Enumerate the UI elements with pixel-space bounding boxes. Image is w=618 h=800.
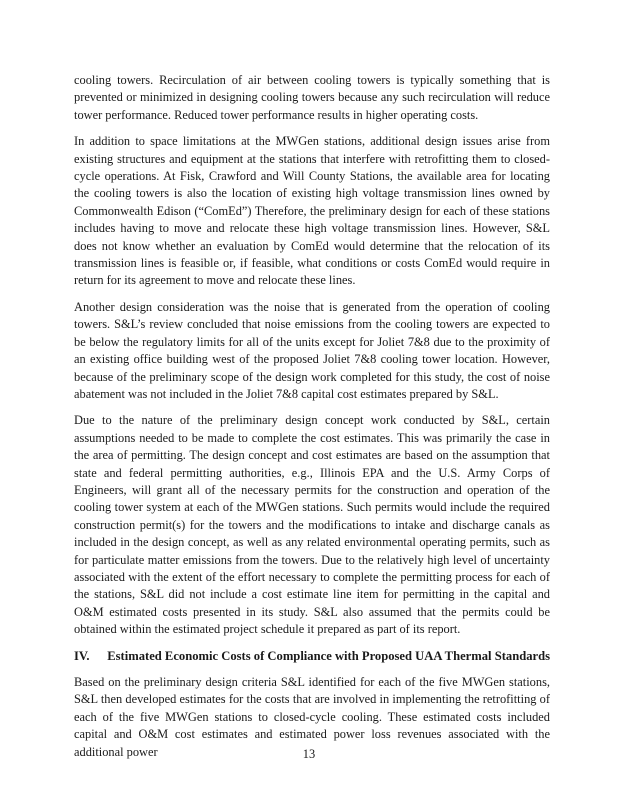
paragraph-cost-estimates: Based on the preliminary design criteria S&L identified for each of the five MWGen stations, S&L then developed estimates for the costs that are involved in implementing the retrofitting of each of the five MWGen stations to closed-cycle cooling. These estimated costs included capital and O&M cost estimates and estimated power loss revenues associated with the additional power [74,675,550,759]
section-heading [74,648,550,665]
section-title: Estimated Economic Costs of Compliance with Proposed UAA Thermal Standards [107,648,550,663]
paragraph-noise: Another design consideration was the noise that is generated from the operation of cooling towers. S&L’s review concluded that noise emissions from the cooling towers are expected to be below the regulatory limits for all of the units except for Joliet 7&8 due to the proximity of an existing office building west of the proposed Joliet 7&8 cooling tower location. However, because of the preliminary scope of the design work completed for this study, the cost of noise abatement was not included in the Joliet 7&8 capital cost estimates prepared by S&L. [74,299,550,401]
section-number: IV. [74,648,90,663]
paragraph-design-issues: In addition to space limitations at the MWGen stations, additional design issues arise from existing structures and equipment at the stations that interfere with retrofitting them to closed-cycle operations. At Fisk, Crawford and Will County Stations, the available area for locating the cooling towers is also the location of existing high voltage transmission lines owned by Commonwealth Edison (“ComEd”) Therefore, the preliminary design for each of these stations includes having to move and relocate these high voltage transmission lines. However, S&L does not know whether an evaluation by ComEd would determine that the relocation of its transmission lines is feasible or, if feasible, what conditions or costs ComEd would require in return for its agreement to move and relocate these lines. [74,134,550,288]
paragraph-permitting: Due to the nature of the preliminary design concept work conducted by S&L, certain assumptions needed to be made to complete the cost estimates. This was primarily the case in the area of permitting. The design concept and cost estimates are based on the assumption that state and federal permitting authorities, e.g., Illinois EPA and the U.S. Army Corps of Engineers, will grant all of the necessary permits for the construction and operation of the cooling tower system at each of the MWGen stations. Such permits would include the required construction permit(s) for the towers and the modifications to intake and discharge canals as included in the design concept, as well as any related environmental operating permits, such as for particulate matter emissions from the towers. Due to the relatively high level of uncertainty associated with the extent of the effort necessary to complete the permitting process for each of the stations, S&L did not include a cost estimate line item for permitting in the capital and O&M estimated costs presented in its study. S&L also assumed that the permits could be obtained within the estimated project schedule it prepared as part of its report. [74,413,550,637]
document-page [74,72,550,770]
page-number: 13 [302,747,316,761]
paragraph-recirculation: cooling towers. Recirculation of air between cooling towers is typically something that is prevented or minimized in designing cooling towers because any such recirculation will reduce tower performance. Reduced tower performance results in higher operating costs. [74,73,550,122]
